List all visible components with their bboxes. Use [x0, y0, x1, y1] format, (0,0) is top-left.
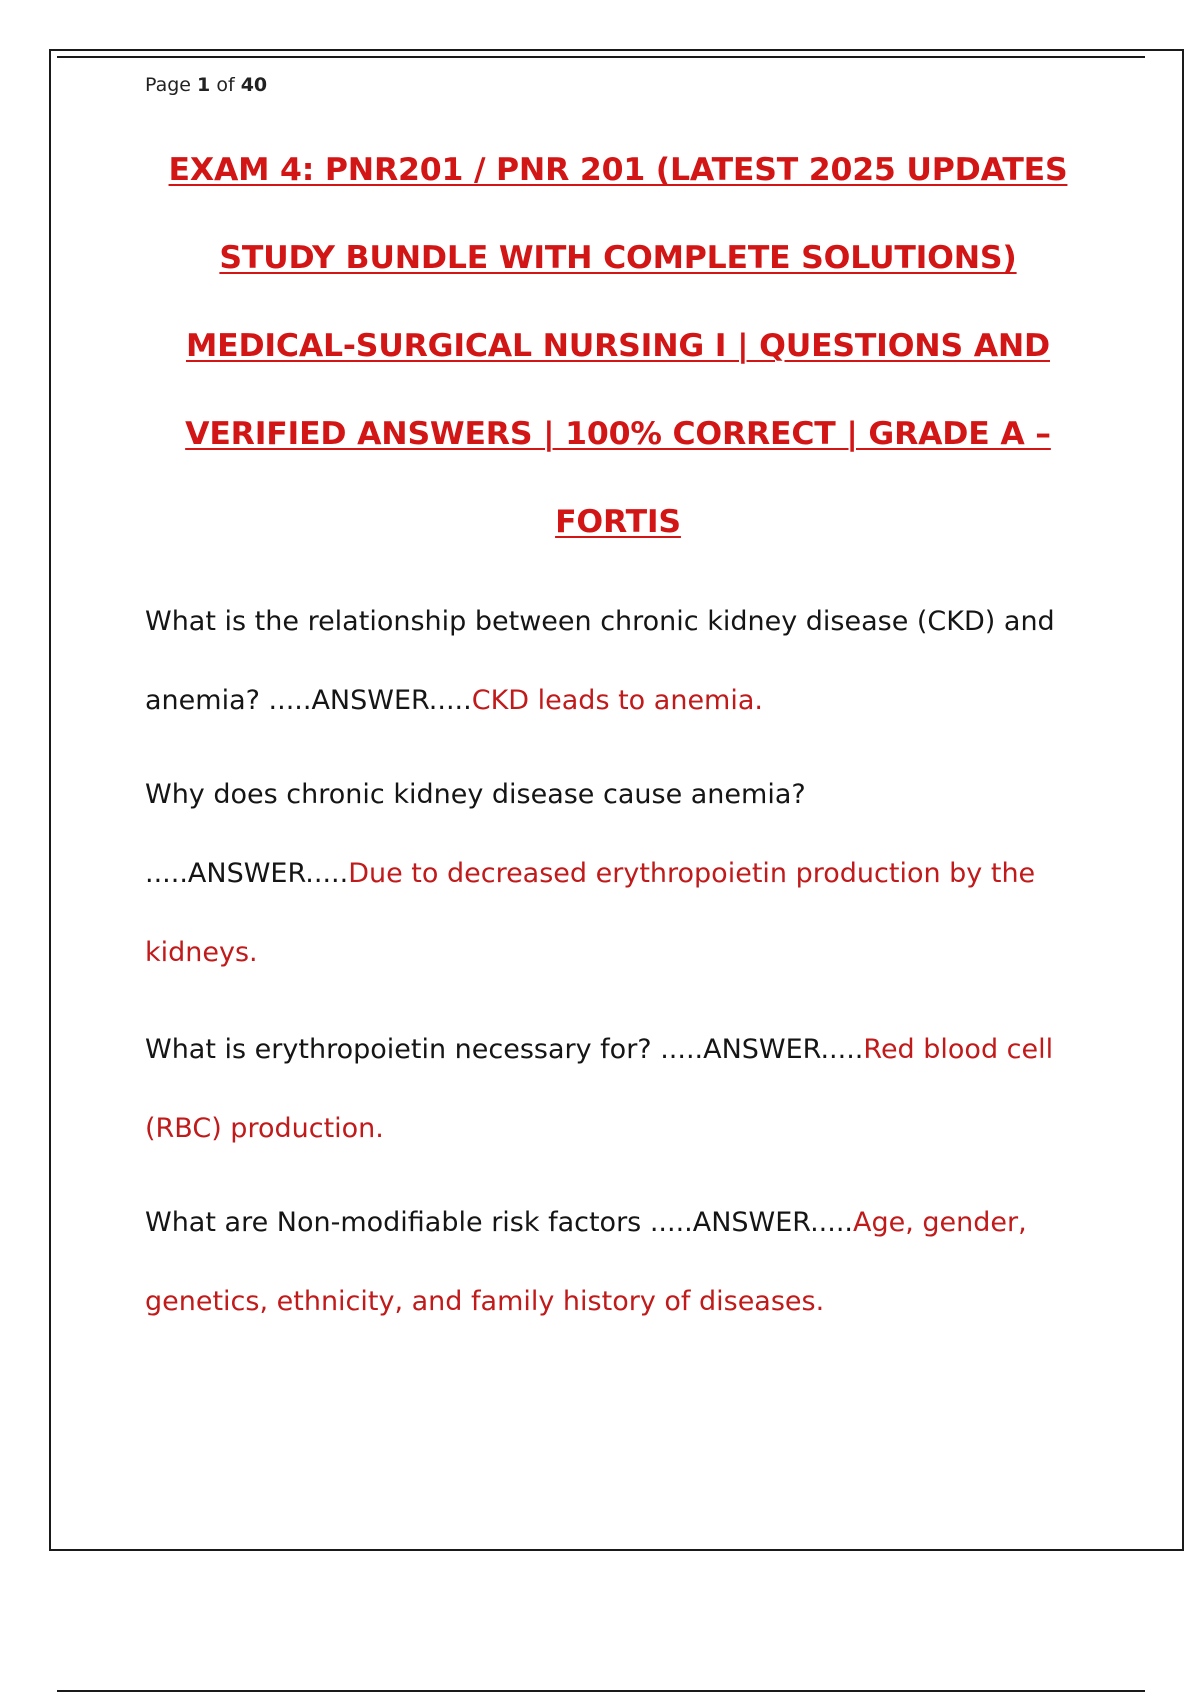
bottom-rule [57, 1690, 1145, 1692]
page-current: 1 [197, 74, 211, 96]
answer-text: CKD leads to anemia. [471, 685, 763, 716]
title-line: FORTIS [555, 504, 681, 540]
question-text: What is erythropoietin necessary for? .....ANSWER..... [145, 1034, 864, 1065]
title-line: VERIFIED ANSWERS | 100% CORRECT | GRADE A – [185, 416, 1051, 452]
qa-item [145, 1010, 1065, 1168]
title-line: MEDICAL-SURGICAL NURSING I | QUESTIONS AND [185, 328, 1050, 364]
question-text: What is the relationship between chronic kidney disease (CKD) and anemia? .....ANSWER..... [145, 606, 1055, 716]
title-line: EXAM 4: PNR201 / PNR 201 (LATEST 2025 UPDATES [168, 152, 1068, 188]
question-text: Why does chronic kidney disease cause anemia? .....ANSWER..... [145, 779, 806, 889]
page-label: Page [145, 74, 191, 96]
page-of: of [216, 74, 235, 96]
document-title [140, 126, 1096, 566]
page-indicator [145, 74, 267, 96]
qa-item [145, 1183, 1065, 1341]
question-text: What are Non-modifiable risk factors .....ANSWER..... [145, 1207, 854, 1238]
answer-text: Red blood cell (RBC) production. [145, 1034, 1054, 1144]
title-line: STUDY BUNDLE WITH COMPLETE SOLUTIONS) [219, 240, 1017, 276]
answer-text: Due to decreased erythropoietin production by the kidneys. [145, 858, 1036, 968]
qa-item [145, 582, 1065, 740]
page-total: 40 [240, 74, 268, 96]
qa-item [145, 755, 1065, 992]
answer-text: Age, gender, genetics, ethnicity, and family history of diseases. [145, 1207, 1027, 1317]
top-rule [57, 56, 1145, 58]
